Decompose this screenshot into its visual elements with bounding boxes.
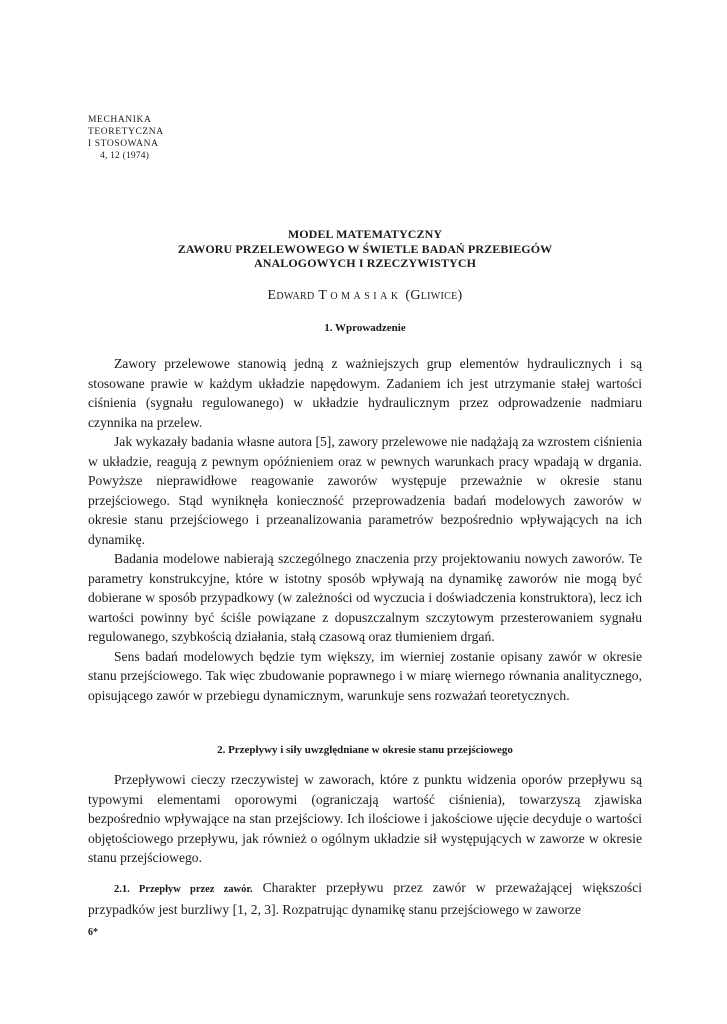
paragraph <box>88 878 642 919</box>
section-1-body <box>88 354 642 705</box>
paragraph-text: Charakter przepływu przez zawór w przeważającej większości przypadków jest burzliwy [1, 2, 3]. Rozpatrując dynamikę stanu przejściowego w zaworze <box>88 880 643 917</box>
section-2-body <box>88 770 642 868</box>
author-first-name: Edward <box>267 288 315 303</box>
journal-name-line: MECHANIKA <box>88 115 152 125</box>
section-1-heading: 1. Wprowadzenie <box>324 322 406 334</box>
journal-header <box>88 114 164 162</box>
journal-name-line: TEORETYCZNA <box>88 127 164 137</box>
subsection-2-1 <box>88 878 642 919</box>
author-affiliation: (Gliwice) <box>405 288 463 303</box>
title-line: MODEL MATEMATYCZNY <box>287 227 443 241</box>
journal-name-line: I STOSOWANA <box>88 139 159 149</box>
paragraph: Jak wykazały badania własne autora [5], zawory przelewowe nie nadążają za wzrostem ciśnienia w układzie, reagują z pewnym opóźnieniem oraz w pewnych warunkach pracy wpadają w drgania. Powyższe nieprawidłowe reagowanie zaworów występuje przeważnie w okresie stanu przejściowego. Stąd wyniknęła konieczność przeprowadzenia badań modelowych zaworów w okresie stanu przejściowego i przeanalizowania parametrów bezpośrednio wpływających na ich dynamikę. <box>88 434 642 547</box>
paragraph: Zawory przelewowe stanowią jedną z ważniejszych grup elementów hydraulicznych i są stosowane prawie w każdym układzie napędowym. Zadaniem ich jest utrzymanie stałej wartości ciśnienia (sygnału regulowanego) w układzie hydraulicznym przez odprowadzenie nadmiaru czynnika na przelew. <box>88 356 642 430</box>
page-folio: 6* <box>88 927 98 938</box>
subsection-heading: 2.1. Przepływ przez zawór. <box>114 884 253 895</box>
title-line: ZAWORU PRZELEWOWEGO W ŚWIETLE BADAŃ PRZEBIEGÓW <box>177 241 553 256</box>
paragraph: Badania modelowe nabierają szczególnego znaczenia przy projektowaniu nowych zaworów. Te parametry konstrukcyjne, które w istotny sposób wpływają na dynamikę zaworów nie mogą być dobierane w sposób przypadkowy (w zależności od wyczucia i doświadczenia konstruktora), lecz ich wartości powinny być ściśle powiązane z dopuszczalnym szczytowym przesterowaniem sygnału regulowanego, szybkością działania, stałą czasową oraz tłumieniem drgań. <box>88 551 642 644</box>
paragraph: Przepływowi cieczy rzeczywistej w zaworach, które z punktu widzenia oporów przepływu są typowymi elementami oporowymi (ograniczają wartość ciśnienia), towarzyszą zjawiska bezpośrednio wpływające na stan przejściowy. Ich ilościowe i jakościowe ujęcie decyduje o wartości objętościowego przepływu, jak również o ogólnym układzie sił występujących w zaworze w okresie stanu przejściowego. <box>88 772 642 865</box>
author-line <box>100 288 630 304</box>
title-line: ANALOGOWYCH I RZECZYWISTYCH <box>253 256 477 270</box>
section-2-heading: 2. Przepływy i siły uwzględniane w okresie stanu przejściowego <box>217 744 513 756</box>
author-last-name: Tomasiak <box>318 288 402 303</box>
paragraph: Sens badań modelowych będzie tym większy, im wierniej zostanie opisany zawór w okresie stanu przejściowego. Tak więc zbudowanie poprawnego i w miarę wiernego równania analitycznego, opisującego zawór w przebiegu dynamicznym, warunkuje sens rozważań teoretycznych. <box>88 648 642 703</box>
journal-issue: 4, 12 (1974) <box>100 151 150 161</box>
article-title <box>100 227 630 271</box>
